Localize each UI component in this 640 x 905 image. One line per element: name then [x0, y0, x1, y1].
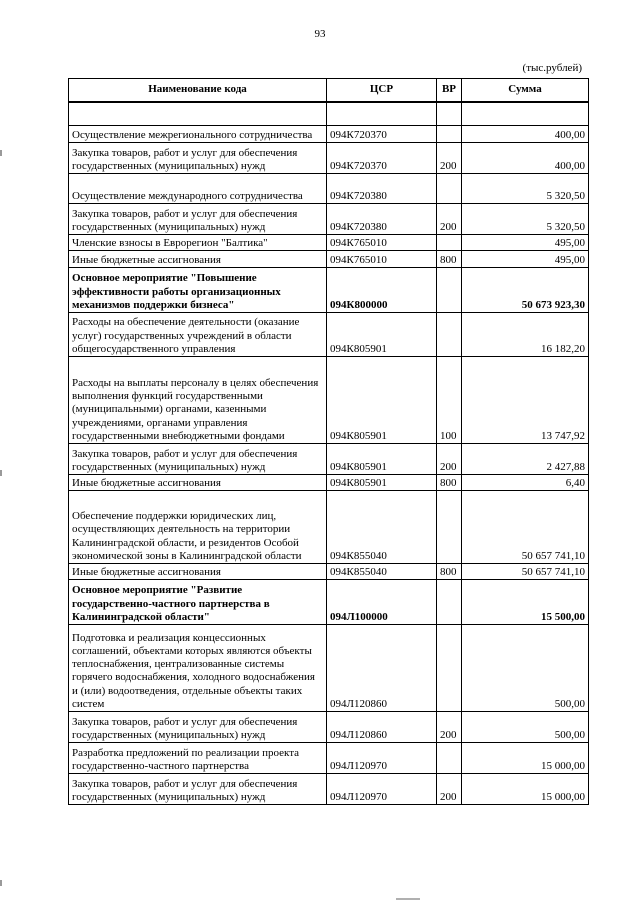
row-csr-cell: 094К805901 — [327, 444, 437, 475]
row-name-cell: Подготовка и реализация концессионных соглашений, объектами которых являются объекты теплоснабжения, централизованные системы горячего водоснабжения, холодного водоснабжения и (или) водоотведения, отдельные объекты таких систем — [69, 625, 327, 712]
row-vr-cell: 200 — [437, 143, 462, 174]
row-sum-cell: 5 320,50 — [462, 204, 589, 235]
row-csr-cell: 094Л120970 — [327, 743, 437, 774]
row-name-cell: Закупка товаров, работ и услуг для обеспечения государственных (муниципальных) нужд — [69, 143, 327, 174]
table-row — [69, 743, 589, 774]
table-row — [69, 357, 589, 444]
row-vr-cell — [437, 743, 462, 774]
column-header-sum: Сумма — [462, 79, 589, 103]
header-spacer-row — [69, 102, 589, 126]
row-sum-cell: 495,00 — [462, 235, 589, 251]
row-name-cell: Основное мероприятие "Повышение эффективности работы организационных механизмов поддержки бизнеса" — [69, 268, 327, 313]
row-name-cell: Закупка товаров, работ и услуг для обеспечения государственных (муниципальных) нужд — [69, 774, 327, 805]
row-sum-cell: 13 747,92 — [462, 357, 589, 444]
table-row — [69, 268, 589, 313]
row-name-cell: Обеспечение поддержки юридических лиц, осуществляющих деятельность на территории Калининградской области, и резидентов Особой экономической зоны в Калининградской области — [69, 491, 327, 564]
row-csr-cell: 094Л120860 — [327, 712, 437, 743]
row-csr-cell: 094К805901 — [327, 313, 437, 357]
table-row — [69, 235, 589, 251]
row-csr-cell: 094К720380 — [327, 204, 437, 235]
table-row — [69, 712, 589, 743]
row-csr-cell: 094К720370 — [327, 126, 437, 143]
row-csr-cell: 094К765010 — [327, 235, 437, 251]
table-row — [69, 174, 589, 204]
table-row — [69, 313, 589, 357]
row-csr-cell: 094К855040 — [327, 564, 437, 580]
row-name-cell: Разработка предложений по реализации проекта государственно-частного партнерства — [69, 743, 327, 774]
row-name-cell: Закупка товаров, работ и услуг для обеспечения государственных (муниципальных) нужд — [69, 444, 327, 475]
row-vr-cell — [437, 625, 462, 712]
column-header-vr: ВР — [437, 79, 462, 103]
table-row — [69, 204, 589, 235]
table-row — [69, 475, 589, 491]
row-vr-cell — [437, 491, 462, 564]
row-name-cell: Расходы на обеспечение деятельности (оказание услуг) государственных учреждений в области общегосударственного управления — [69, 313, 327, 357]
table-row — [69, 126, 589, 143]
row-sum-cell: 5 320,50 — [462, 174, 589, 204]
row-vr-cell: 800 — [437, 564, 462, 580]
units-label: (тыс.рублей) — [522, 62, 582, 74]
table-row — [69, 580, 589, 625]
row-csr-cell: 094К765010 — [327, 251, 437, 268]
row-name-cell: Иные бюджетные ассигнования — [69, 475, 327, 491]
row-sum-cell: 15 500,00 — [462, 580, 589, 625]
row-sum-cell: 495,00 — [462, 251, 589, 268]
row-sum-cell: 16 182,20 — [462, 313, 589, 357]
row-vr-cell — [437, 580, 462, 625]
row-csr-cell: 094Л100000 — [327, 580, 437, 625]
row-sum-cell: 2 427,88 — [462, 444, 589, 475]
row-csr-cell: 094К720370 — [327, 143, 437, 174]
table-row — [69, 774, 589, 805]
budget-table — [68, 78, 589, 805]
row-csr-cell: 094К855040 — [327, 491, 437, 564]
row-vr-cell: 800 — [437, 251, 462, 268]
row-vr-cell: 800 — [437, 475, 462, 491]
table-row — [69, 444, 589, 475]
row-name-cell: Закупка товаров, работ и услуг для обеспечения государственных (муниципальных) нужд — [69, 712, 327, 743]
row-sum-cell: 400,00 — [462, 143, 589, 174]
row-sum-cell: 500,00 — [462, 625, 589, 712]
scan-edge-mark — [0, 150, 2, 156]
scan-artifact — [396, 898, 420, 900]
row-name-cell: Основное мероприятие "Развитие государственно-частного партнерства в Калининградской области" — [69, 580, 327, 625]
row-name-cell: Закупка товаров, работ и услуг для обеспечения государственных (муниципальных) нужд — [69, 204, 327, 235]
row-name-cell: Осуществление международного сотрудничества — [69, 174, 327, 204]
table-body — [69, 126, 589, 805]
row-sum-cell: 15 000,00 — [462, 743, 589, 774]
row-name-cell: Осуществление межрегионального сотрудничества — [69, 126, 327, 143]
table-row — [69, 251, 589, 268]
row-vr-cell — [437, 126, 462, 143]
row-csr-cell: 094К805901 — [327, 357, 437, 444]
row-csr-cell: 094К800000 — [327, 268, 437, 313]
row-sum-cell: 500,00 — [462, 712, 589, 743]
row-csr-cell: 094Л120970 — [327, 774, 437, 805]
table-row — [69, 491, 589, 564]
row-sum-cell: 6,40 — [462, 475, 589, 491]
row-sum-cell: 400,00 — [462, 126, 589, 143]
row-vr-cell: 200 — [437, 444, 462, 475]
row-name-cell: Иные бюджетные ассигнования — [69, 564, 327, 580]
row-name-cell: Членские взносы в Еврорегион "Балтика" — [69, 235, 327, 251]
row-vr-cell: 100 — [437, 357, 462, 444]
table-row — [69, 143, 589, 174]
row-vr-cell: 200 — [437, 774, 462, 805]
row-vr-cell — [437, 313, 462, 357]
table-row — [69, 564, 589, 580]
column-header-csr: ЦСР — [327, 79, 437, 103]
row-vr-cell — [437, 174, 462, 204]
column-header-name: Наименование кода — [69, 79, 327, 103]
scan-edge-mark — [0, 470, 2, 476]
row-csr-cell: 094К720380 — [327, 174, 437, 204]
page-number: 93 — [314, 28, 326, 40]
row-sum-cell: 15 000,00 — [462, 774, 589, 805]
row-sum-cell: 50 657 741,10 — [462, 564, 589, 580]
row-name-cell: Иные бюджетные ассигнования — [69, 251, 327, 268]
row-sum-cell: 50 673 923,30 — [462, 268, 589, 313]
row-csr-cell: 094К805901 — [327, 475, 437, 491]
row-vr-cell: 200 — [437, 204, 462, 235]
header-row — [69, 79, 589, 103]
row-vr-cell — [437, 235, 462, 251]
scan-left-edge — [0, 0, 2, 905]
scan-edge-mark — [0, 880, 2, 886]
row-vr-cell: 200 — [437, 712, 462, 743]
row-sum-cell: 50 657 741,10 — [462, 491, 589, 564]
row-csr-cell: 094Л120860 — [327, 625, 437, 712]
row-vr-cell — [437, 268, 462, 313]
table-row — [69, 625, 589, 712]
row-name-cell: Расходы на выплаты персоналу в целях обеспечения выполнения функций государственными (муниципальными) органами, казенными учреждениями, органами управления государственными внебюджетными фондами — [69, 357, 327, 444]
